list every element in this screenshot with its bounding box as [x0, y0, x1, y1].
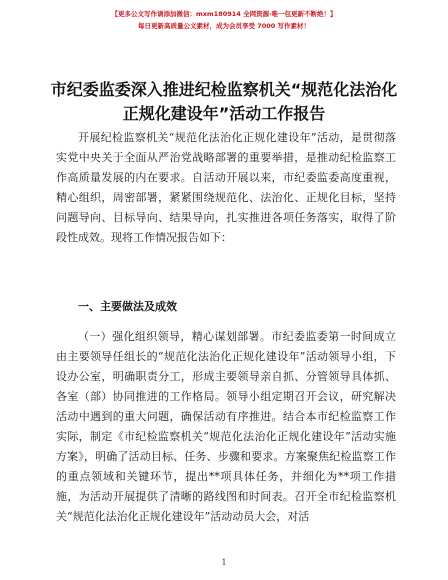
intro-paragraph: 开展纪检监察机关“规范化法治化正规化建设年”活动，是贯彻落实党中央关于全面从严治党战略部署的重要举措，是推动纪检监察工作高质量发展的内在要求。自活动开展以来，市纪委监委高度重视，精心组织，周密部署，紧紧围绕规范化、法治化、正规化目标，坚持问题导向、目标导向、结果导向，扎实推进各项任务落实，取得了阶段性成效。现将工作情况报告如下：: [56, 131, 396, 244]
document-title: 市纪委监委深入推进纪检监察机关“规范化法治化正规化建设年”活动工作报告: [50, 80, 398, 123]
page-number: 1: [221, 558, 227, 567]
section-heading: 一、主要做法及成效: [78, 300, 177, 313]
body-paragraph: （一）强化组织领导，精心谋划部署。市纪委监委第一时间成立由主要领导任组长的“规范化法治化正规化建设年”活动领导小组，下设办公室，明确职责分工，形成主要领导亲自抓、分管领导具体抓、各室（部）协同推进的工作格局。领导小组定期召开会议，研究解决活动中遇到的重大问题，确保活动有序推进。结合本市纪检监察工作实际，制定《市纪检监察机关“规范化法治化正规化建设年”活动实施方案》，明确了活动目标、任务、步骤和要求。方案聚焦纪检监察工作的重点领域和关键环节，提出**项具体任务，并细化为**项工作措施，为活动开展提供了清晰的路线图和时间表。召开全市纪检监察机关“规范化法治化正规化建设年”活动动员大会，对活: [56, 330, 396, 523]
promo-banner-line-1: 【更多公文写作请添加微信：mxm180914 全网资源·唯一包更新不断绝！】: [111, 10, 337, 18]
promo-banner-line-2: 每日更新高质量公文素材，成为会员享受 7000 写作素材！: [137, 22, 311, 30]
